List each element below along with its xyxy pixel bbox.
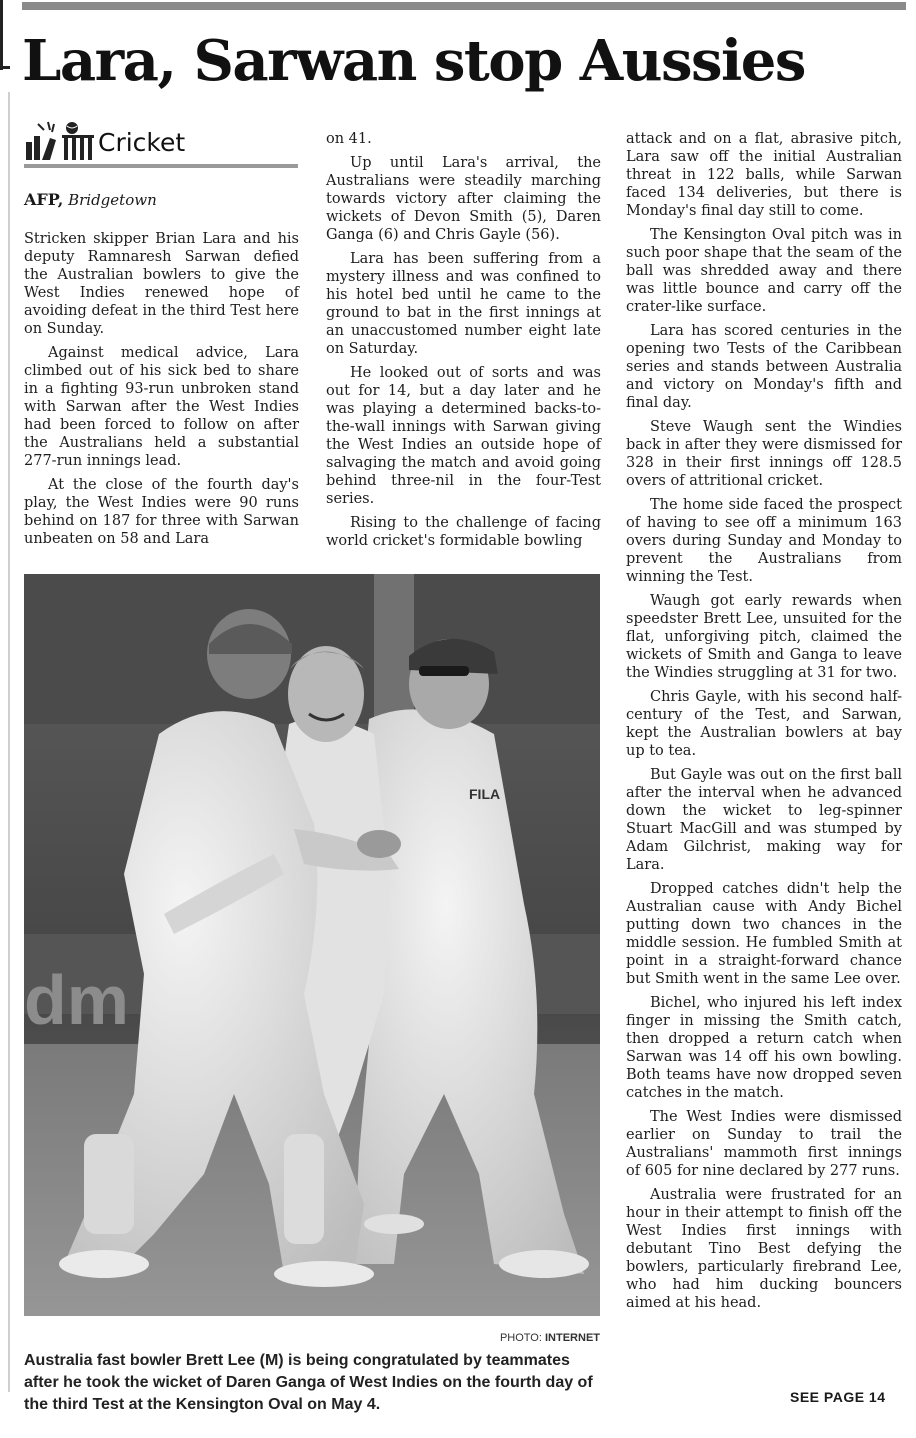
paragraph: At the close of the fourth day's play, the West Indies were 90 runs behind on 187 for three with Sarwan unbeaten on 58 and Lara <box>24 477 299 547</box>
shirt-logo: FILA <box>469 786 501 802</box>
paragraph: But Gayle was out on the first ball after the interval when he advanced down the wicket to leg-spinner Stuart MacGill and was stumped by Adam Gilchrist, making way for Lara. <box>626 767 902 873</box>
paragraph: The West Indies were dismissed earlier on Sunday to trail the Australians' mammoth first innings of 605 for nine declared by 277 runs. <box>626 1109 902 1179</box>
cricket-celebration-photo <box>24 574 600 1316</box>
paragraph: on 41. <box>326 131 372 147</box>
paragraph: The Kensington Oval pitch was in such poor shape that the seam of the ball was shredded away and there was little bounce and carry off the crater-like surface. <box>626 227 902 315</box>
photo-credit-source: INTERNET <box>545 1332 600 1344</box>
section-label <box>24 120 298 168</box>
paragraph: Rising to the challenge of facing world cricket's formidable bowling <box>326 515 601 549</box>
paragraph: Waugh got early rewards when speedster Brett Lee, unsuited for the flat, unforgiving pitch, claimed the wickets of Smith and Ganga to leave the Windies struggling at 31 for two. <box>626 593 902 681</box>
photo-image <box>24 574 600 1316</box>
paragraph: Dropped catches didn't help the Australian cause with Andy Bichel putting down two chances in the middle session. He fumbled Smith at point in a straight-forward chance but Smith went in the same Lee over. <box>626 881 902 987</box>
photo-credit <box>420 1332 600 1344</box>
paragraph: Chris Gayle, with his second half-century of the Test, and Sarwan, kept the Australian bowlers at bay up to tea. <box>626 689 902 759</box>
photo-credit-label: PHOTO: <box>499 1332 542 1344</box>
article-column-1 <box>24 230 299 554</box>
article-column-2 <box>326 130 601 556</box>
paragraph: The home side faced the prospect of having to see off a minimum 163 overs during Sunday and Monday to prevent the Australians from winning the Test. <box>626 497 902 585</box>
paragraph: He looked out of sorts and was out for 14, but a day later and he was playing a determined backs-to-the-wall innings with Sarwan giving the West Indies an outside hope of salvaging the match and avoid going behind three-nil in the four-Test series. <box>326 365 601 507</box>
paragraph: attack and on a flat, abrasive pitch, Lara saw off the initial Australian threat in 122 balls, while Sarwan faced 134 deliveries, but there is Monday's final day still to come. <box>626 131 902 219</box>
paragraph: Australia were frustrated for an hour in their attempt to finish off the West Indies first innings with debutant Tino Best defying the bowlers, particularly firebrand Lee, who had him ducking bouncers aimed at his head. <box>626 1187 902 1311</box>
paragraph: Bichel, who injured his left index finger in missing the Smith catch, then dropped a return catch when Sarwan was 14 off his own bowling. Both teams have now dropped seven catches in the match. <box>626 995 902 1101</box>
paragraph: Up until Lara's arrival, the Australians were steadily marching towards victory after claiming the wickets of Devon Smith (5), Daren Ganga (6) and Chris Gayle (56). <box>326 155 601 243</box>
left-column-rule <box>8 92 10 1392</box>
article-column-3 <box>626 130 902 1318</box>
paragraph: Against medical advice, Lara climbed out of his sick bed to share in a fighting 93-run unbroken stand with Sarwan after the West Indies had been forced to follow on after the Australians held a substantial 277-run innings lead. <box>24 345 299 469</box>
cricket-icon <box>24 120 96 162</box>
paragraph: Lara has been suffering from a mystery illness and was confined to his hotel bed until he came to the ground to bat in the first innings at an unaccustomed number eight late on Saturday. <box>326 251 601 357</box>
continuation-link[interactable]: SEE PAGE 14 <box>790 1389 886 1405</box>
top-rule <box>22 2 906 10</box>
byline <box>24 190 157 209</box>
paragraph: Lara has scored centuries in the opening two Tests of the Caribbean series and stands between Australia and victory on Monday's fifth and final day. <box>626 323 902 411</box>
paragraph: Steve Waugh sent the Windies back in after they were dismissed for 328 in their first innings off 128.5 overs of attritional cricket. <box>626 419 902 489</box>
photo-caption: Australia fast bowler Brett Lee (M) is being congratulated by teammates after he took the wicket of Daren Ganga of West Indies on the fourth day of the third Test at the Kensington Oval on May 4. <box>24 1352 593 1413</box>
headline: Lara, Sarwan stop Aussies <box>22 28 805 94</box>
byline-agency: AFP, <box>24 190 64 209</box>
background-signage: dm <box>24 961 129 1039</box>
section-label-text: Cricket <box>98 128 186 157</box>
byline-location: Bridgetown <box>68 191 157 209</box>
paragraph: Stricken skipper Brian Lara and his deputy Ramnaresh Sarwan defied the Australian bowlers to give the West Indies renewed hope of avoiding defeat in the third Test here on Sunday. <box>24 231 299 337</box>
left-margin-rule <box>0 0 3 70</box>
left-margin-tick <box>0 66 10 69</box>
